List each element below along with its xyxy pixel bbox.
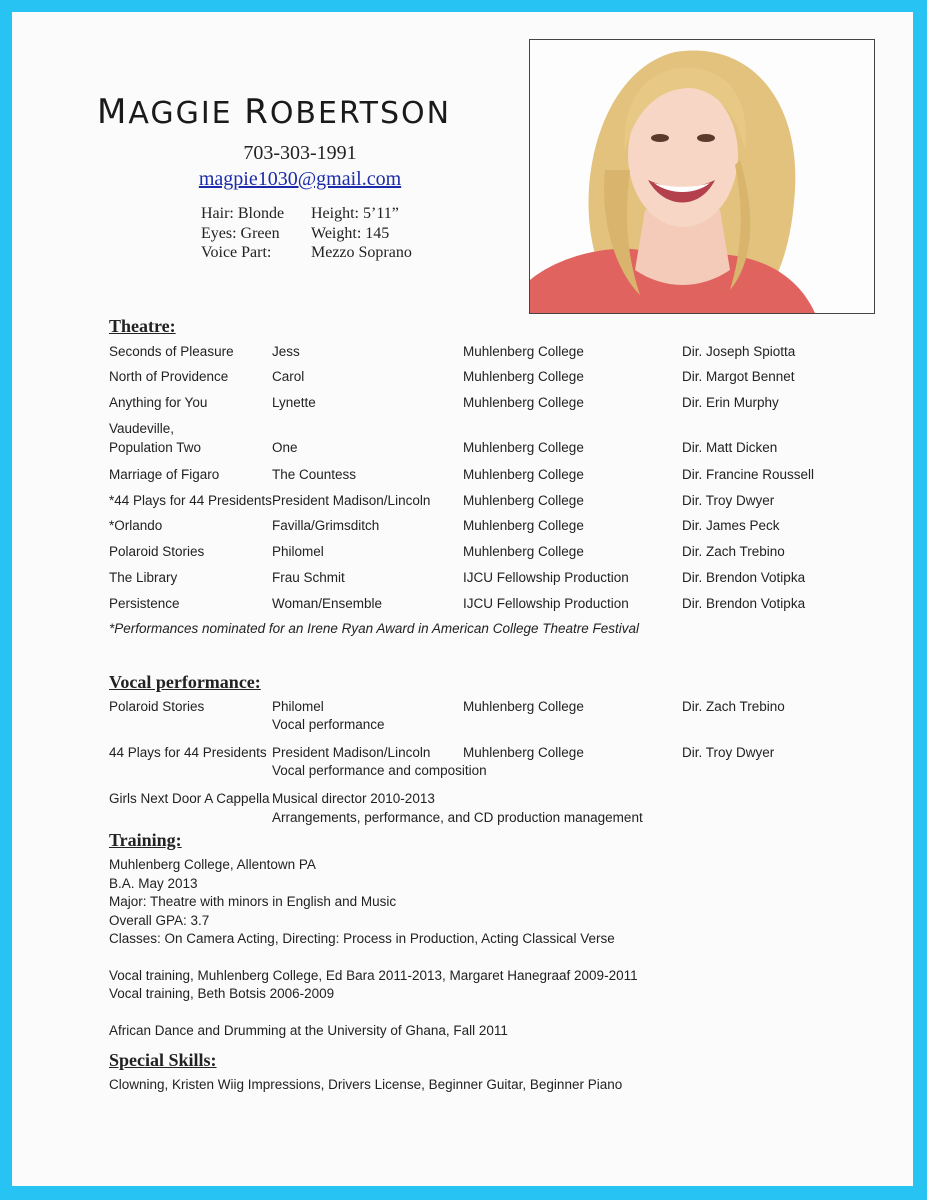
headshot-photo [529,39,875,314]
vocal-heading: Vocal performance: [109,672,261,692]
training-line: Vocal training, Beth Botsis 2006-2009 [109,986,335,1001]
training-line: Vocal training, Muhlenberg College, Ed Bara 2011-2013, Margaret Hanegraaf 2009-2011 [109,967,638,983]
training-list [109,856,638,1040]
training-heading: Training: [109,830,182,850]
headshot-illustration [530,40,874,313]
physical-stats [201,204,412,263]
skills-text: Clowning, Kristen Wiig Impressions, Drivers License, Beginner Guitar, Beginner Piano [109,1077,623,1092]
email-link[interactable]: magpie1030@gmail.com [198,168,402,190]
applicant-name: MAGGIE ROBERTSON [97,92,452,132]
hair-stat: Hair: Blonde [201,205,285,222]
skills-heading: Special Skills: [109,1050,217,1070]
voice-value: Mezzo Soprano [311,244,412,261]
training-line: Classes: On Camera Acting, Directing: Process in Production, Acting Classical Verse [109,931,615,946]
eyes-stat: Eyes: Green [201,224,280,242]
training-line: Muhlenberg College, Allentown PA [109,857,316,872]
voice-label: Voice Part: [201,244,272,261]
theatre-heading: Theatre: [109,316,176,336]
weight-stat: Weight: 145 [311,224,390,242]
contact-block [170,140,430,192]
training-line: B.A. May 2013 [109,875,198,891]
training-line: Overall GPA: 3.7 [109,912,210,928]
training-line: African Dance and Drumming at the University of Ghana, Fall 2011 [109,1022,508,1038]
award-note: *Performances nominated for an Irene Ryan Award in American College Theatre Festival [109,621,640,636]
phone-number: 703-303-1991 [243,142,357,164]
training-line: Major: Theatre with minors in English and Music [109,894,397,909]
height-stat: Height: 5’11” [311,205,399,222]
